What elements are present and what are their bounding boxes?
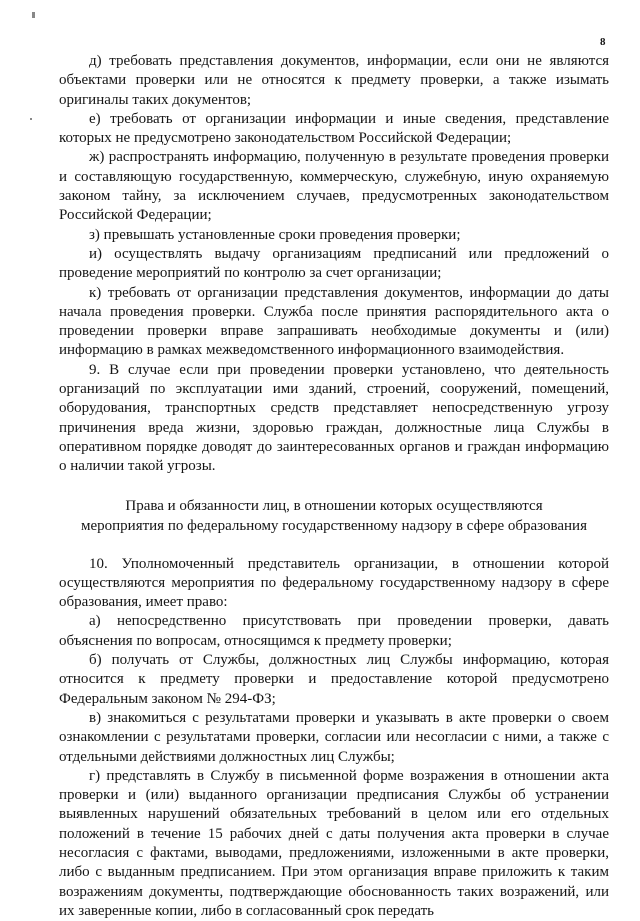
paragraph-e: е) требовать от организации информации и иные сведения, представление которых не предусмотрено законодательством Российской Федерации;	[59, 110, 609, 147]
paragraph-k: к) требовать от организации представления документов, информации до даты начала проведения проверки. Служба после принятия распорядительного акта о проведении проверки вправе запрашивать необходимые документы и (или) информацию в рамках межведомственного информационного взаимодействия.	[59, 284, 609, 359]
scan-mark-left	[30, 118, 32, 120]
paragraph-z: з) превышать установленные сроки проведения проверки;	[89, 226, 461, 243]
scan-mark-top	[32, 12, 35, 18]
paragraph-9: 9. В случае если при проведении проверки установлено, что деятельность организаций по эксплуатации ими зданий, строений, сооружений, помещений, оборудования, транспортных средств представляет непосредственную угрозу причинения вреда жизни, здоровью граждан, должностные лица Службы в оперативном порядке доводят до заинтересованных органов и граждан информацию о наличии такой угрозы.	[59, 361, 609, 475]
paragraph-10-a: а) непосредственно присутствовать при проведении проверки, давать объяснения по вопросам, относящимся к предмету проверки;	[59, 613, 609, 649]
paragraph-10-g: г) представлять в Службу в письменной форме возражения в отношении акта проверки и (или) выданного организации предписания Службы об устранении выявленных нарушений обязательных требований в целом или его отдельных положений в течение 15 рабочих дней с даты получения акта проверки в случае несогласия с фактами, выводами, предложениями, изложенными в акте проверки, либо с выданным предписанием. При этом организация вправе приложить к таким возражениям документы, подтверждающие обоснованность таких возражений, или их заверенные копии, либо в согласованный срок передать	[59, 767, 609, 919]
paragraph-i: и) осуществлять выдачу организациям предписаний или предложений о проведение мероприятий по контролю за счет организации;	[59, 245, 609, 282]
paragraph-zh: ж) распространять информацию, полученную в результате проведения проверки и составляющую государственную, коммерческую, служебную, иную охраняемую законом тайну, за исключением случаев, предусмотренных законодательством Российской Федерации;	[59, 149, 609, 224]
section-heading-line-2: мероприятия по федеральному государственному надзору в сфере образования	[81, 517, 587, 534]
paragraph-10-v: в) знакомиться с результатами проверки и указывать в акте проверки о своем ознакомлении с результатами проверки, согласии или несогласии с ними, а также с отдельными действиями должностных лиц Службы;	[59, 709, 609, 765]
paragraph-d: д) требовать представления документов, информации, если они не являются объектами проверки или не относятся к предмету проверки, а также изымать оригиналы таких документов;	[59, 53, 609, 108]
paragraph-10: 10. Уполномоченный представитель организации, в отношении которой осуществляются мероприятия по федеральному государственному надзору в сфере образования, имеет право:	[59, 555, 609, 611]
paragraph-10-b: б) получать от Службы, должностных лиц Службы информацию, которая относится к предмету проверки и предоставление которой предусмотрено Федеральным законом № 294-ФЗ;	[59, 652, 609, 707]
page-number: 8	[600, 36, 606, 48]
document-body	[59, 52, 609, 921]
section-heading	[59, 496, 609, 536]
section-heading-line-1: Права и обязанности лиц, в отношении которых осуществляются	[125, 497, 543, 514]
